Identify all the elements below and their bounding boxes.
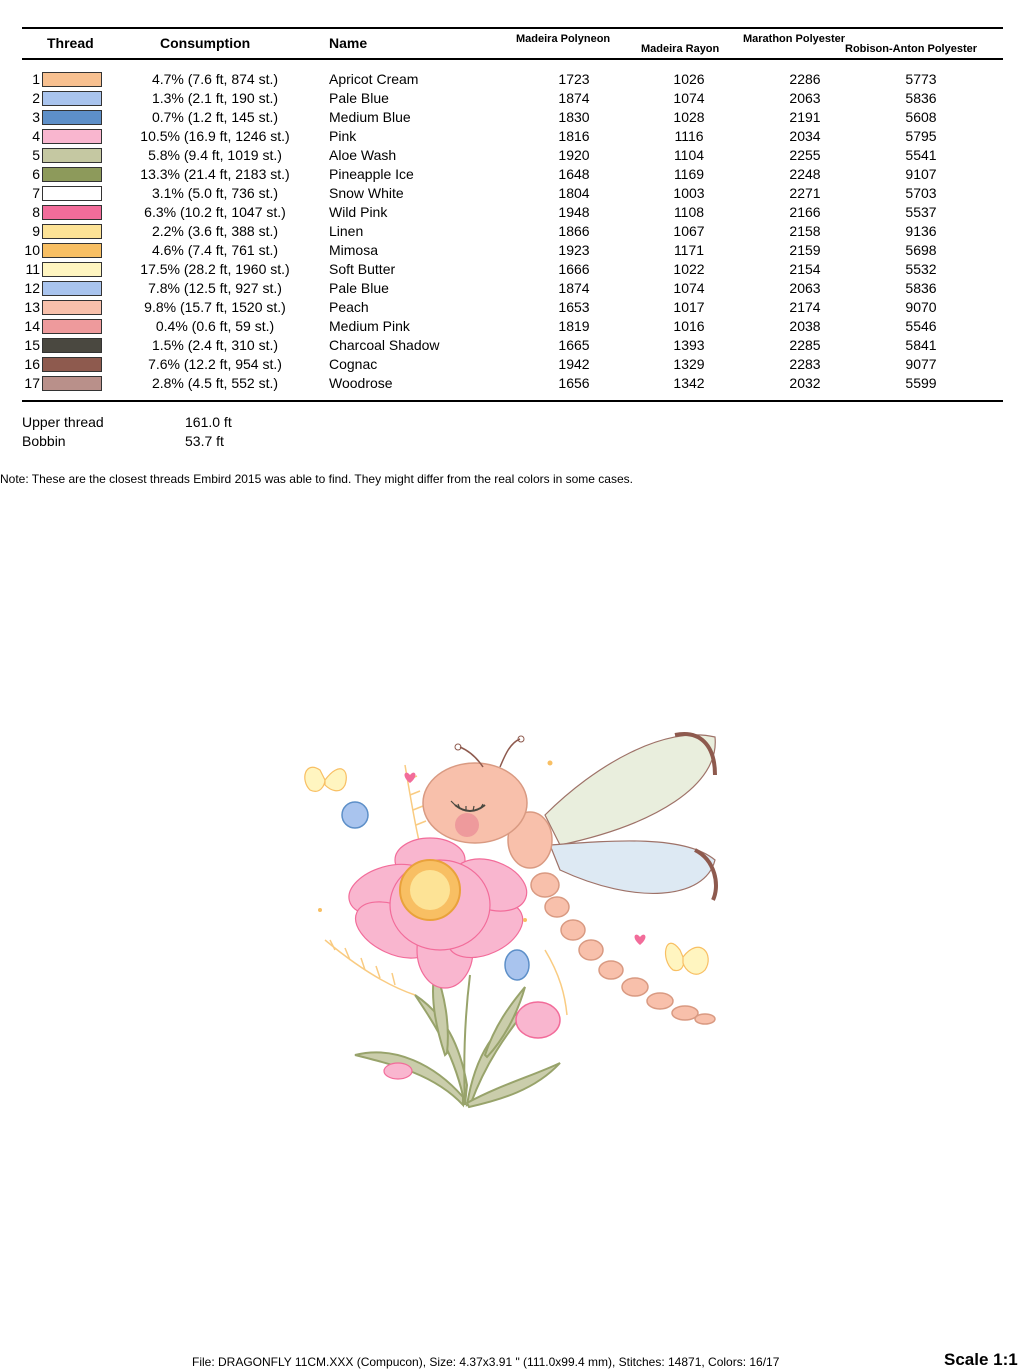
thread-consumption: 3.1% (5.0 ft, 736 st.): [151, 185, 279, 201]
color-swatch: [42, 262, 102, 277]
thread-number: 6: [32, 166, 40, 182]
robison-anton-code: 5599: [905, 375, 937, 391]
color-swatch: [42, 205, 102, 220]
madeira-rayon-code: 1067: [673, 223, 705, 239]
madeira-rayon-code: 1026: [673, 71, 705, 87]
bottom-rule: [22, 400, 1003, 402]
madeira-rayon-code: 1016: [673, 318, 705, 334]
header-marathon-polyester: Marathon Polyester: [743, 33, 846, 45]
marathon-polyester-code: 2174: [789, 299, 821, 315]
robison-anton-code: 5703: [905, 185, 937, 201]
color-swatch: [42, 281, 102, 296]
thread-name: Charcoal Shadow: [329, 337, 440, 353]
table-row: [0, 184, 1024, 203]
marathon-polyester-code: 2255: [789, 147, 821, 163]
robison-anton-code: 5698: [905, 242, 937, 258]
robison-anton-code: 5836: [905, 90, 937, 106]
madeira-rayon-code: 1329: [673, 356, 705, 372]
top-rule: [22, 27, 1003, 29]
color-swatch: [42, 148, 102, 163]
robison-anton-code: 9136: [905, 223, 937, 239]
color-swatch: [42, 110, 102, 125]
thread-name: Apricot Cream: [329, 71, 419, 87]
thread-name: Pineapple Ice: [329, 166, 414, 182]
table-row: [0, 146, 1024, 165]
table-row: [0, 355, 1024, 374]
thread-name: Pale Blue: [329, 280, 389, 296]
thread-name: Linen: [329, 223, 364, 239]
madeira-rayon-code: 1108: [673, 204, 705, 220]
marathon-polyester-code: 2283: [789, 356, 821, 372]
table-row: [0, 317, 1024, 336]
thread-consumption: 1.3% (2.1 ft, 190 st.): [151, 90, 279, 106]
madeira-polyneon-code: 1874: [558, 90, 590, 106]
madeira-rayon-code: 1393: [673, 337, 705, 353]
thread-name: Soft Butter: [329, 261, 396, 277]
color-swatch: [42, 224, 102, 239]
thread-consumption: 7.8% (12.5 ft, 927 st.): [148, 280, 282, 296]
robison-anton-code: 5541: [905, 147, 937, 163]
color-swatch: [42, 72, 102, 87]
thread-consumption: 1.5% (2.4 ft, 310 st.): [151, 337, 279, 353]
robison-anton-code: 5836: [905, 280, 937, 296]
robison-anton-code: 5532: [905, 261, 937, 277]
header-robison-anton: Robison-Anton Polyester: [845, 43, 978, 55]
thread-name: Medium Blue: [329, 109, 411, 125]
thread-name: Cognac: [329, 356, 378, 372]
madeira-polyneon-code: 1666: [558, 261, 590, 277]
marathon-polyester-code: 2063: [789, 90, 821, 106]
color-swatch: [42, 129, 102, 144]
color-swatch: [42, 167, 102, 182]
madeira-rayon-code: 1017: [673, 299, 705, 315]
madeira-rayon-code: 1074: [673, 280, 705, 296]
color-swatch: [42, 91, 102, 106]
bobbin-value: 53.7 ft: [185, 433, 224, 449]
marathon-polyester-code: 2286: [789, 71, 821, 87]
marathon-polyester-code: 2063: [789, 280, 821, 296]
robison-anton-code: 9107: [905, 166, 937, 182]
thread-number: 4: [32, 128, 40, 144]
marathon-polyester-code: 2271: [789, 185, 821, 201]
header-rule: [22, 58, 1003, 60]
table-row: [0, 108, 1024, 127]
color-swatch: [42, 319, 102, 334]
marathon-polyester-code: 2248: [789, 166, 821, 182]
thread-number: 1: [32, 71, 40, 87]
thread-number: 2: [32, 90, 40, 106]
thread-number: 3: [32, 109, 40, 125]
madeira-polyneon-code: 1819: [558, 318, 590, 334]
thread-consumption: 0.4% (0.6 ft, 59 st.): [155, 318, 275, 334]
thread-consumption: 6.3% (10.2 ft, 1047 st.): [144, 204, 286, 220]
thread-consumption: 4.6% (7.4 ft, 761 st.): [151, 242, 279, 258]
color-swatch: [42, 300, 102, 315]
bobbin-label: Bobbin: [22, 433, 66, 449]
madeira-rayon-code: 1104: [673, 147, 705, 163]
table-row: [0, 260, 1024, 279]
marathon-polyester-code: 2038: [789, 318, 821, 334]
thread-number: 16: [24, 356, 40, 372]
header-madeira-rayon: Madeira Rayon: [641, 43, 720, 55]
thread-number: 11: [25, 261, 40, 277]
madeira-polyneon-code: 1942: [558, 356, 590, 372]
madeira-polyneon-code: 1923: [558, 242, 590, 258]
madeira-polyneon-code: 1874: [558, 280, 590, 296]
table-row: [0, 279, 1024, 298]
madeira-rayon-code: 1074: [673, 90, 705, 106]
madeira-rayon-code: 1022: [673, 261, 705, 277]
marathon-polyester-code: 2154: [789, 261, 821, 277]
madeira-polyneon-code: 1816: [558, 128, 590, 144]
madeira-rayon-code: 1028: [673, 109, 705, 125]
thread-name: Medium Pink: [329, 318, 410, 334]
header-consumption: Consumption: [160, 35, 251, 51]
table-row: [0, 241, 1024, 260]
table-row: [0, 222, 1024, 241]
madeira-rayon-code: 1003: [673, 185, 705, 201]
madeira-polyneon-code: 1948: [558, 204, 590, 220]
madeira-polyneon-code: 1648: [558, 166, 590, 182]
madeira-polyneon-code: 1830: [558, 109, 590, 125]
table-row: [0, 70, 1024, 89]
thread-number: 10: [24, 242, 40, 258]
thread-consumption: 7.6% (12.2 ft, 954 st.): [148, 356, 282, 372]
thread-number: 9: [32, 223, 40, 239]
robison-anton-code: 5773: [905, 71, 937, 87]
note-text: Note: These are the closest threads Embird 2015 was able to find. They might differ from the real colors in some cases.: [0, 472, 633, 486]
marathon-polyester-code: 2158: [789, 223, 821, 239]
thread-number: 8: [32, 204, 40, 220]
marathon-polyester-code: 2285: [789, 337, 821, 353]
scale-label: Scale 1:1: [944, 1350, 1018, 1369]
thread-name: Woodrose: [329, 375, 393, 391]
header-name: Name: [329, 35, 368, 51]
color-swatch: [42, 186, 102, 201]
marathon-polyester-code: 2032: [789, 375, 821, 391]
thread-consumption: 10.5% (16.9 ft, 1246 st.): [140, 128, 290, 144]
robison-anton-code: 5841: [905, 337, 937, 353]
robison-anton-code: 5546: [905, 318, 937, 334]
madeira-polyneon-code: 1723: [558, 71, 590, 87]
thread-consumption: 2.2% (3.6 ft, 388 st.): [151, 223, 279, 239]
file-info-footer: File: DRAGONFLY 11CM.XXX (Compucon), Size: 4.37x3.91 " (111.0x99.4 mm), Stitches: 14871, Colors: 16/17: [192, 1355, 780, 1369]
header-thread: Thread: [47, 35, 94, 51]
thread-consumption: 17.5% (28.2 ft, 1960 st.): [140, 261, 290, 277]
robison-anton-code: 5537: [905, 204, 937, 220]
madeira-polyneon-code: 1866: [558, 223, 590, 239]
color-swatch: [42, 338, 102, 353]
dragonfly-embroidery-image: [295, 725, 735, 1115]
madeira-polyneon-code: 1653: [558, 299, 590, 315]
table-row: [0, 203, 1024, 222]
thread-consumption: 13.3% (21.4 ft, 2183 st.): [140, 166, 290, 182]
table-row: [0, 336, 1024, 355]
thread-number: 14: [24, 318, 40, 334]
thread-number: 15: [24, 337, 40, 353]
upper-thread-label: Upper thread: [22, 414, 104, 430]
thread-number: 7: [32, 185, 40, 201]
marathon-polyester-code: 2159: [789, 242, 821, 258]
table-row: [0, 374, 1024, 393]
thread-name: Peach: [329, 299, 369, 315]
thread-number: 17: [24, 375, 40, 391]
thread-name: Pink: [329, 128, 357, 144]
marathon-polyester-code: 2166: [789, 204, 821, 220]
robison-anton-code: 9070: [905, 299, 937, 315]
thread-consumption: 4.7% (7.6 ft, 874 st.): [151, 71, 279, 87]
madeira-polyneon-code: 1920: [558, 147, 590, 163]
thread-consumption: 2.8% (4.5 ft, 552 st.): [151, 375, 279, 391]
thread-consumption: 9.8% (15.7 ft, 1520 st.): [144, 299, 286, 315]
thread-consumption: 0.7% (1.2 ft, 145 st.): [151, 109, 279, 125]
robison-anton-code: 5608: [905, 109, 937, 125]
thread-name: Pale Blue: [329, 90, 389, 106]
thread-number: 13: [24, 299, 40, 315]
madeira-rayon-code: 1342: [673, 375, 705, 391]
thread-name: Aloe Wash: [329, 147, 397, 163]
madeira-polyneon-code: 1804: [558, 185, 590, 201]
table-row: [0, 127, 1024, 146]
madeira-polyneon-code: 1665: [558, 337, 590, 353]
table-row: [0, 165, 1024, 184]
color-swatch: [42, 243, 102, 258]
madeira-rayon-code: 1116: [674, 128, 704, 144]
thread-name: Mimosa: [329, 242, 379, 258]
marathon-polyester-code: 2034: [789, 128, 821, 144]
table-row: [0, 89, 1024, 108]
robison-anton-code: 5795: [905, 128, 937, 144]
madeira-rayon-code: 1171: [673, 242, 705, 258]
robison-anton-code: 9077: [905, 356, 937, 372]
thread-name: Snow White: [329, 185, 404, 201]
madeira-polyneon-code: 1656: [558, 375, 590, 391]
thread-number: 5: [32, 147, 40, 163]
madeira-rayon-code: 1169: [673, 166, 705, 182]
upper-thread-value: 161.0 ft: [185, 414, 232, 430]
table-row: [0, 298, 1024, 317]
color-swatch: [42, 376, 102, 391]
thread-consumption: 5.8% (9.4 ft, 1019 st.): [148, 147, 282, 163]
color-swatch: [42, 357, 102, 372]
header-madeira-polyneon: Madeira Polyneon: [516, 33, 611, 45]
marathon-polyester-code: 2191: [789, 109, 821, 125]
thread-name: Wild Pink: [329, 204, 388, 220]
thread-number: 12: [24, 280, 40, 296]
